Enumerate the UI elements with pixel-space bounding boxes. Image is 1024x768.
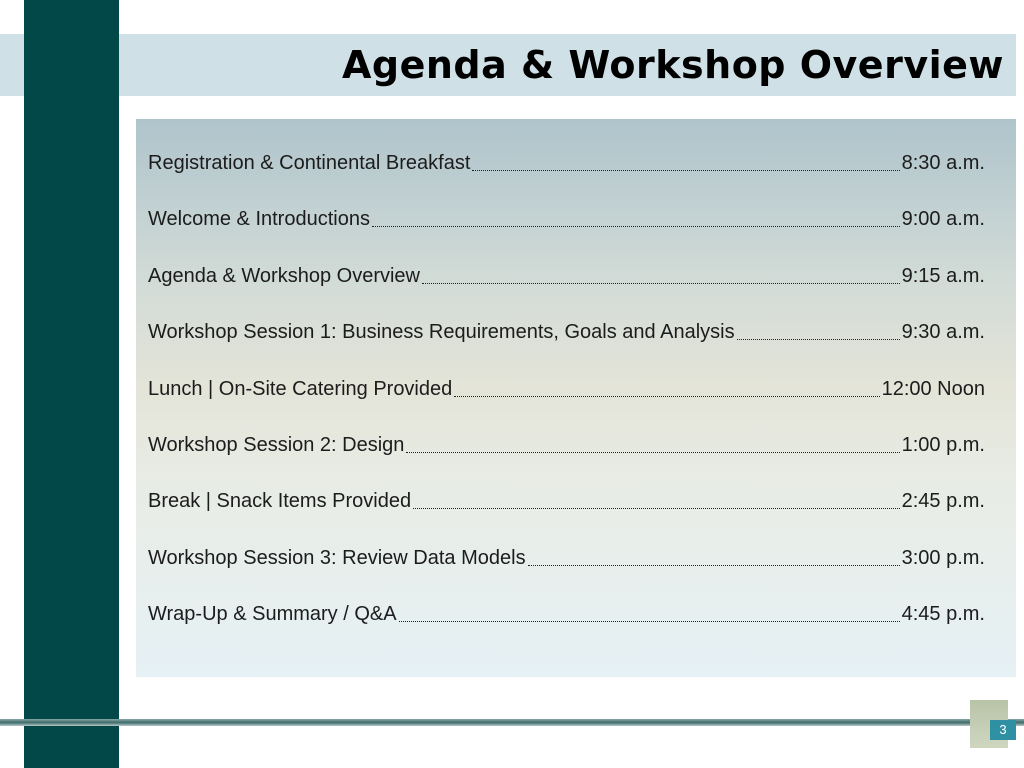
left-accent-bar (24, 0, 119, 768)
agenda-item (148, 321, 985, 377)
agenda-item-time: 9:00 a.m. (901, 208, 985, 231)
agenda-item-time: 3:00 p.m. (901, 546, 985, 569)
dot-leader (406, 452, 899, 453)
agenda-item (148, 490, 985, 546)
agenda-item-label: Break | Snack Items Provided (148, 490, 412, 513)
agenda-item-time: 1:00 p.m. (901, 433, 985, 456)
dot-leader (454, 396, 879, 397)
dot-leader (399, 621, 900, 622)
agenda-item-time: 4:45 p.m. (901, 603, 985, 626)
agenda-item (148, 378, 985, 434)
footer-divider (0, 719, 1024, 726)
dot-leader (472, 170, 899, 171)
agenda-panel (136, 119, 1016, 677)
agenda-item (148, 434, 985, 490)
slide-title: Agenda & Workshop Overview (341, 43, 1004, 87)
agenda-item (148, 152, 985, 208)
dot-leader (372, 226, 900, 227)
agenda-item-time: 9:15 a.m. (901, 264, 985, 287)
dot-leader (528, 565, 900, 566)
agenda-item-label: Wrap-Up & Summary / Q&A (148, 603, 397, 626)
dot-leader (413, 508, 900, 509)
agenda-item-label: Workshop Session 2: Design (148, 433, 405, 456)
agenda-item-label: Registration & Continental Breakfast (148, 152, 471, 174)
agenda-item-time: 9:30 a.m. (901, 321, 985, 344)
agenda-item (148, 547, 985, 603)
agenda-list (148, 152, 985, 660)
agenda-item-label: Workshop Session 1: Business Requirements, Goals and Analysis (148, 321, 735, 344)
agenda-item (148, 208, 985, 264)
agenda-item-label: Agenda & Workshop Overview (148, 264, 420, 287)
agenda-item-time: 8:30 a.m. (901, 152, 985, 174)
agenda-item-time: 2:45 p.m. (901, 490, 985, 513)
agenda-item (148, 603, 985, 659)
agenda-item (148, 265, 985, 321)
agenda-item-label: Welcome & Introductions (148, 208, 370, 231)
agenda-item-time: 12:00 Noon (881, 377, 985, 400)
page-number: 3 (990, 720, 1016, 740)
dot-leader (737, 339, 900, 340)
agenda-item-label: Lunch | On-Site Catering Provided (148, 377, 453, 400)
agenda-item-label: Workshop Session 3: Review Data Models (148, 546, 526, 569)
dot-leader (422, 283, 900, 284)
